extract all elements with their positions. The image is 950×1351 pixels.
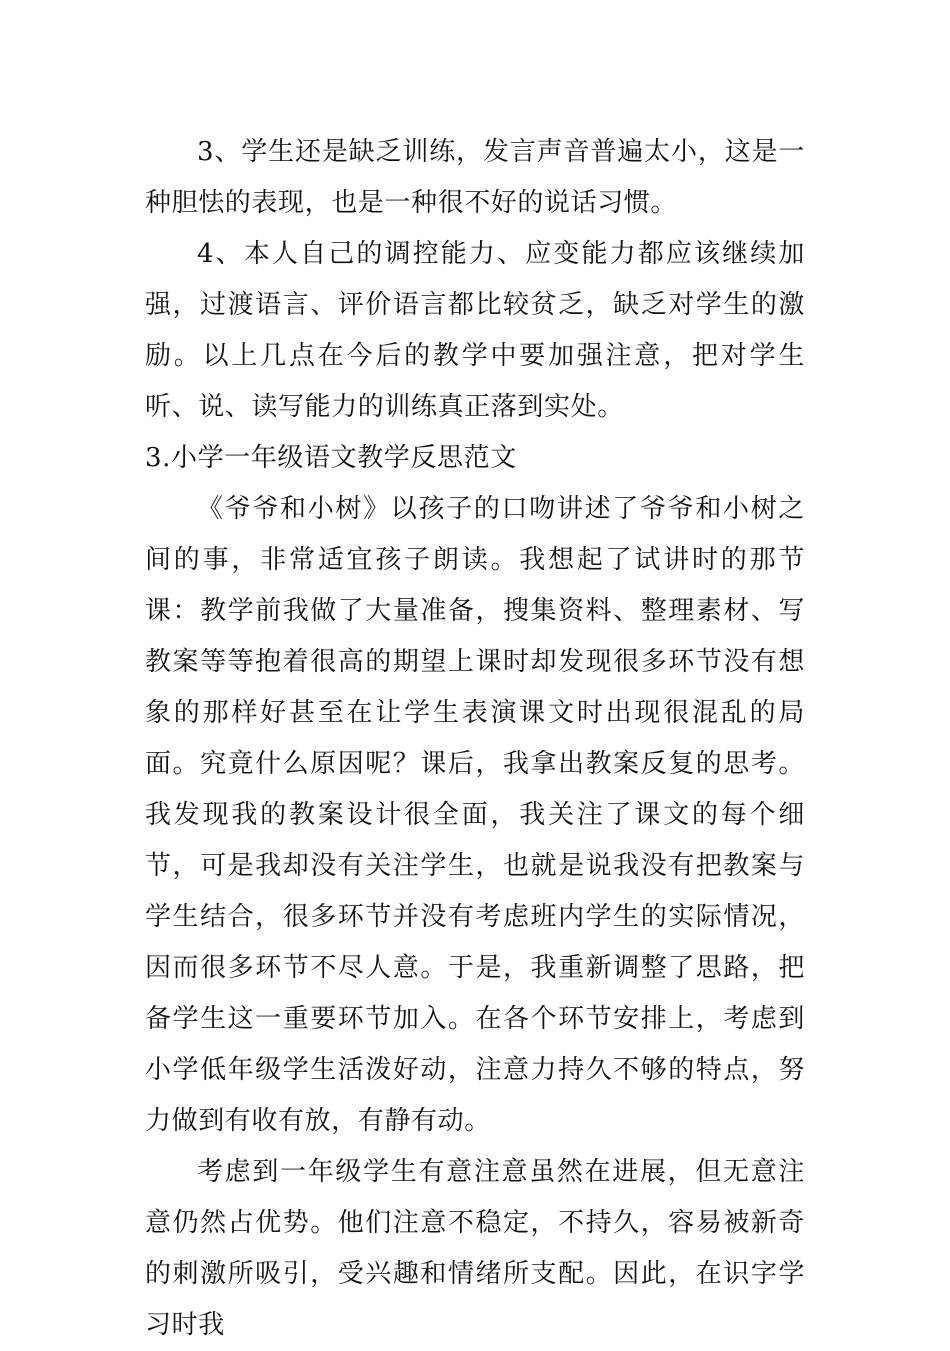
paragraph-section-2: 考虑到一年级学生有意注意虽然在进展，但无意注意仍然占优势。他们注意不稳定，不持久，容易被新奇的刺激所吸引，受兴趣和情绪所支配。因此，在识字学习时我 — [145, 1157, 805, 1340]
document-body — [145, 127, 805, 1351]
paragraph-point-4: 4、本人自己的调控能力、应变能力都应该继续加强，过渡语言、评价语言都比较贫乏，缺乏对学生的激励。以上几点在今后的教学中要加强注意，把对学生听、说、读写能力的训练真正落到实处。 — [145, 239, 805, 422]
paragraph-point-3: 3、学生还是缺乏训练，发言声音普遍太小，这是一种胆怯的表现，也是一种很不好的说话习惯。 — [145, 137, 805, 218]
paragraph-section-1: 《爷爷和小树》以孩子的口吻讲述了爷爷和小树之间的事，非常适宜孩子朗读。我想起了试讲时的那节课：教学前我做了大量准备，搜集资料、整理素材、写教案等等抱着很高的期望上课时却发现很多环节没有想象的那样好甚至在让学生表演课文时出现很混乱的局面。究竟什么原因呢？课后，我拿出教案反复的思考。我发现我的教案设计很全面，我关注了课文的每个细节，可是我却没有关注学生，也就是说我没有把教案与学生结合，很多环节并没有考虑班内学生的实际情况，因而很多环节不尽人意。于是，我重新调整了思路，把备学生这一重要环节加入。在各个环节安排上，考虑到小学低年级学生活泼好动，注意力持久不够的特点，努力做到有收有放，有静有动。 — [145, 494, 805, 1136]
section-heading: 3.小学一年级语文教学反思范文 — [145, 443, 517, 473]
